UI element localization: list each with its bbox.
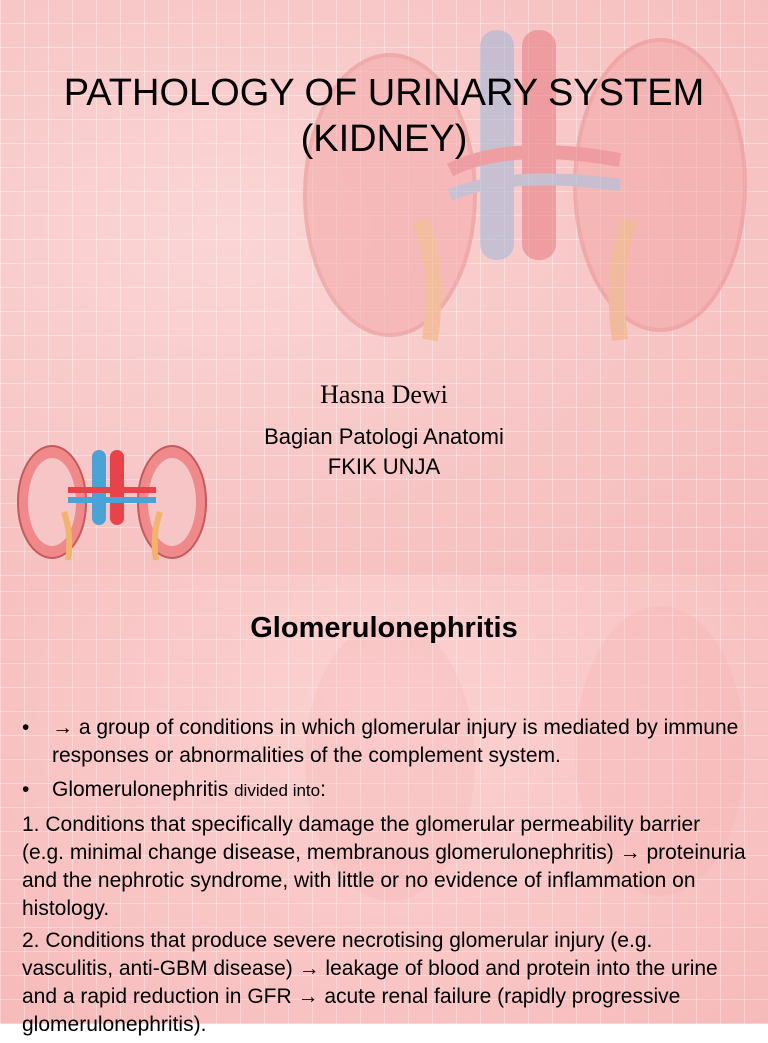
bullet-dot: • xyxy=(22,778,30,801)
slide-heading: Glomerulonephritis xyxy=(250,612,518,644)
affiliation-line-2: FKIK UNJA xyxy=(327,454,441,479)
bullet-dot: • xyxy=(22,716,30,739)
title-line-2: (KIDNEY) xyxy=(300,118,468,160)
kidney-watermark-icon xyxy=(300,20,750,340)
bullet-item xyxy=(22,776,746,805)
slide-body xyxy=(22,714,746,1043)
bullet-colon: : xyxy=(320,778,326,801)
title-line-1: PATHOLOGY OF URINARY SYSTEM xyxy=(63,72,705,114)
affiliation-line-1: Bagian Patologi Anatomi xyxy=(264,424,504,449)
bullet-small-text: divided into xyxy=(234,781,321,800)
content-slide xyxy=(0,576,768,1036)
kidney-illustration-icon xyxy=(12,440,212,565)
author-name: Hasna Dewi xyxy=(320,380,448,409)
paragraph-2: 2. Conditions that produce severe necrotising glomerular injury (e.g. vasculitis, anti-GBM disease) → leakage of blood and protein into the urine and a rapid reduction in GFR → acute renal failure (rapidly progressive glomerulonephritis). xyxy=(22,929,718,1036)
bullet-item xyxy=(22,714,746,770)
bullet-text xyxy=(52,776,326,805)
bullet-text: → a group of conditions in which glomerular injury is mediated by immune responses or abnormalities of the complement system. xyxy=(52,716,739,767)
slide-title xyxy=(0,70,768,162)
paragraph-1: 1. Conditions that specifically damage the glomerular permeability barrier (e.g. minimal change disease, membranous glomerulonephritis) → proteinuria and the nephrotic syndrome, with little or no evidence of inflammation on histology. xyxy=(22,813,746,920)
bullet-main-text: Glomerulonephritis xyxy=(52,778,235,801)
